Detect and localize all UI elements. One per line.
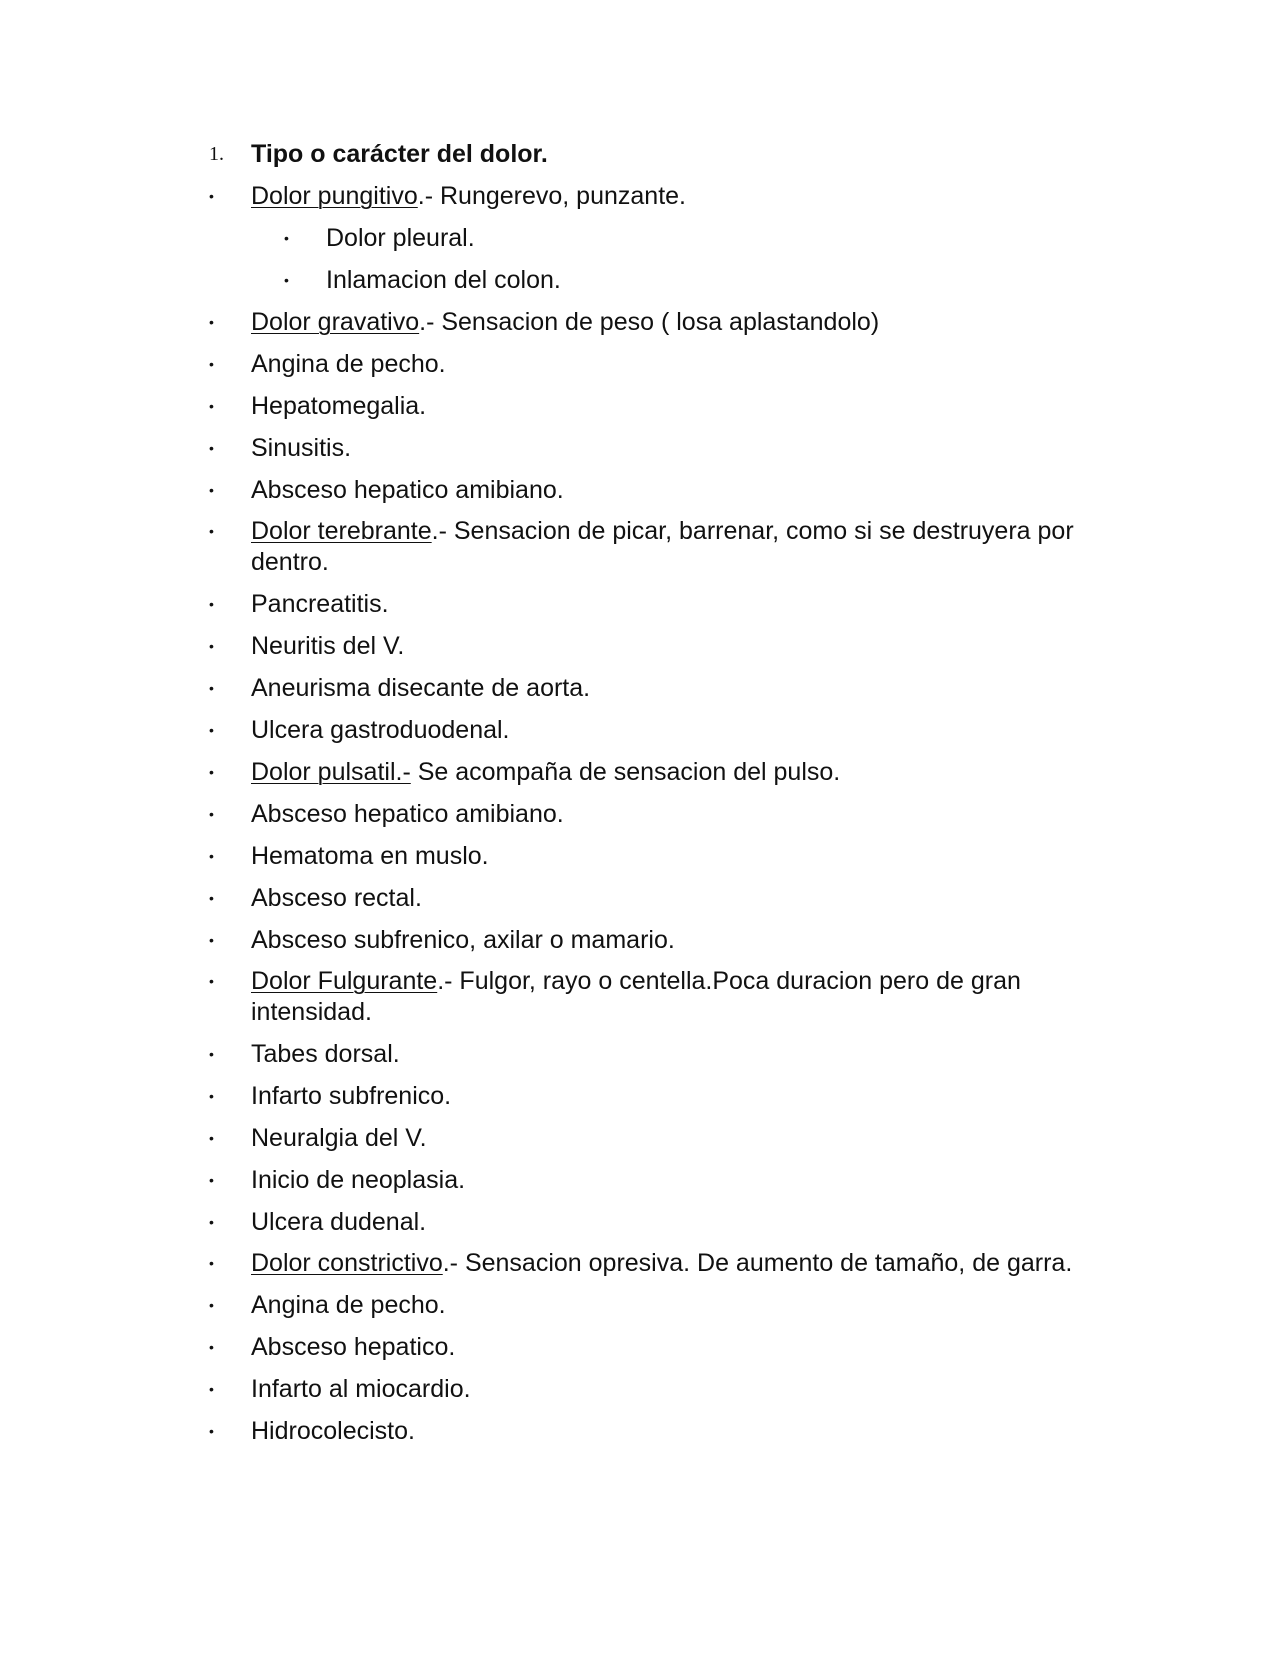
item-text: Neuritis del V. <box>251 632 405 660</box>
pain-type-term: Dolor pulsatil.- <box>251 758 411 786</box>
bullet-marker: • <box>209 848 214 864</box>
item-text: Absceso hepatico amibiano. <box>251 476 564 504</box>
section-heading <box>209 138 1109 170</box>
sub-list-item <box>209 222 1109 254</box>
list-item <box>209 672 1109 704</box>
bullet-marker: • <box>209 1046 214 1062</box>
item-text: Se acompaña de sensacion del pulso. <box>410 758 841 786</box>
item-text: Angina de pecho. <box>251 350 446 378</box>
bullet-marker: • <box>209 764 214 780</box>
bullet-marker: • <box>209 1214 214 1230</box>
list-item <box>209 1331 1109 1363</box>
item-text: Aneurisma disecante de aorta. <box>251 674 591 702</box>
bullet-marker: • <box>209 680 214 696</box>
list-item <box>209 1038 1109 1070</box>
list-item <box>209 432 1109 464</box>
item-text: Inicio de neoplasia. <box>251 1166 466 1194</box>
bullet-marker: • <box>209 398 214 414</box>
bullet-marker: • <box>209 356 214 372</box>
bullet-marker: • <box>209 188 214 204</box>
item-text: .- Sensacion de picar, barrenar, como si se destruyera por dentro. <box>251 517 1074 576</box>
list-item <box>209 306 1109 338</box>
item-text: Infarto al miocardio. <box>251 1375 471 1403</box>
pain-type-term: Dolor constrictivo <box>251 1249 443 1277</box>
item-text: Absceso hepatico. <box>251 1333 456 1361</box>
item-text: Ulcera dudenal. <box>251 1208 427 1236</box>
item-text: Ulcera gastroduodenal. <box>251 716 510 744</box>
item-text: Tabes dorsal. <box>251 1040 400 1068</box>
list-item <box>209 348 1109 380</box>
bullet-marker: • <box>209 314 214 330</box>
pain-type-term: Dolor terebrante <box>251 517 432 545</box>
bullet-marker: • <box>209 1130 214 1146</box>
bullet-marker: • <box>284 272 289 288</box>
item-text: Dolor pleural. <box>326 224 475 252</box>
list-item <box>209 756 1109 788</box>
bullet-marker: • <box>209 638 214 654</box>
list-item <box>209 630 1109 662</box>
item-text: Infarto subfrenico. <box>251 1082 452 1110</box>
bullet-items <box>209 180 1109 1447</box>
bullet-marker: • <box>284 230 289 246</box>
list-item <box>209 180 1109 212</box>
bullet-marker: • <box>209 1297 214 1313</box>
bullet-marker: • <box>209 1172 214 1188</box>
list-item <box>209 1164 1109 1196</box>
item-text: .- Sensacion opresiva. De aumento de tamaño, de garra. <box>442 1249 1073 1277</box>
bullet-marker: • <box>209 523 214 539</box>
bullet-marker: • <box>209 890 214 906</box>
list-number: 1. <box>209 143 224 165</box>
bullet-marker: • <box>209 1381 214 1397</box>
list-item <box>209 588 1109 620</box>
item-text: .- Sensacion de peso ( losa aplastandolo) <box>419 308 880 336</box>
item-text: Pancreatitis. <box>251 590 389 618</box>
item-text: Angina de pecho. <box>251 1291 446 1319</box>
pain-type-term: Dolor gravativo <box>251 308 420 336</box>
item-text: Hepatomegalia. <box>251 392 427 420</box>
bullet-marker: • <box>209 482 214 498</box>
content-list <box>209 138 1109 1457</box>
list-item <box>209 390 1109 422</box>
item-text: .- Fulgor, rayo o centella.Poca duracion pero de gran intensidad. <box>251 967 1021 1026</box>
pain-type-term: Dolor Fulgurante <box>251 967 438 995</box>
bullet-marker: • <box>209 722 214 738</box>
list-item <box>209 1248 1109 1279</box>
list-item <box>209 1122 1109 1154</box>
bullet-marker: • <box>209 1255 214 1271</box>
bullet-marker: • <box>209 1088 214 1104</box>
list-item <box>209 1206 1109 1238</box>
list-item <box>209 474 1109 506</box>
list-item <box>209 1080 1109 1112</box>
list-item <box>209 1289 1109 1321</box>
list-item <box>209 966 1109 1028</box>
item-text: Inlamacion del colon. <box>326 266 561 294</box>
bullet-marker: • <box>209 973 214 989</box>
item-text: Hematoma en muslo. <box>251 842 489 870</box>
list-item <box>209 798 1109 830</box>
bullet-marker: • <box>209 1423 214 1439</box>
bullet-marker: • <box>209 806 214 822</box>
item-text: .- Rungerevo, punzante. <box>417 182 686 210</box>
item-text: Absceso subfrenico, axilar o mamario. <box>251 926 675 954</box>
bullet-marker: • <box>209 596 214 612</box>
item-text: Sinusitis. <box>251 434 352 462</box>
item-text: Absceso hepatico amibiano. <box>251 800 564 828</box>
list-item <box>209 840 1109 872</box>
item-text: Neuralgia del V. <box>251 1124 427 1152</box>
bullet-marker: • <box>209 440 214 456</box>
bullet-marker: • <box>209 932 214 948</box>
item-text: Hidrocolecisto. <box>251 1417 415 1445</box>
item-text: Absceso rectal. <box>251 884 422 912</box>
list-item <box>209 1373 1109 1405</box>
pain-type-term: Dolor pungitivo <box>251 182 418 210</box>
list-item <box>209 714 1109 746</box>
sub-list-item <box>209 264 1109 296</box>
list-item <box>209 882 1109 914</box>
bullet-marker: • <box>209 1339 214 1355</box>
list-item <box>209 1415 1109 1447</box>
heading-text: Tipo o carácter del dolor. <box>251 140 548 168</box>
list-item <box>209 924 1109 956</box>
list-item <box>209 516 1109 578</box>
